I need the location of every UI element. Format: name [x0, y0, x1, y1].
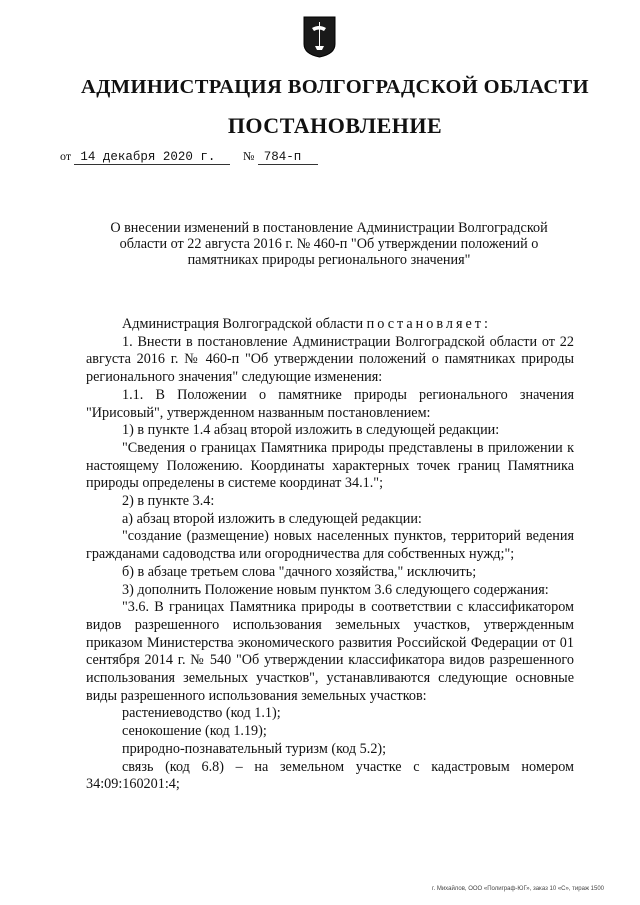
- date-label: от: [60, 149, 72, 163]
- coat-of-arms-icon: [303, 16, 336, 58]
- paragraph: а) абзац второй изложить в следующей редакции:: [122, 510, 422, 527]
- paragraph: б) в абзаце третьем слова "дачного хозяйства," исключить;: [122, 563, 477, 580]
- paragraph: 1) в пункте 1.4 абзац второй изложить в следующей редакции:: [122, 422, 500, 439]
- paragraph: "Сведения о границах Памятника природы представлены в приложении к настоящему Положению. Координаты характерных точек границ Памятника природы определены в системе координат 34.1.";: [86, 439, 574, 492]
- preamble-verb: постановляет:: [366, 316, 491, 332]
- document-number: [243, 148, 318, 165]
- document-body: [86, 316, 574, 794]
- document-subject: О внесении изменений в постановление Администрации Волгоградской области от 22 августа 2016 г. № 460-п "Об утверждении положений о памятниках природы регионального значения": [110, 220, 548, 268]
- paragraph: связь (код 6.8) – на земельном участке с кадастровым номером 34:09:160201:4;: [86, 758, 574, 793]
- paragraph: 3) дополнить Положение новым пунктом 3.6 следующего содержания:: [122, 581, 549, 598]
- document-type: ПОСТАНОВЛЕНИЕ: [227, 113, 443, 138]
- number-label: №: [243, 149, 255, 163]
- paragraph: 1.1. В Положении о памятнике природы регионального значения "Ирисовый", утвержденном названным постановлением:: [86, 386, 574, 421]
- paragraph: "3.6. В границах Памятника природы в соответствии с классификатором видов разрешенного использования земельных участков, утвержденным приказом Министерства экономического развития Российской Федерации от 01 сентября 2014 г. № 540 "Об утверждении классификатора видов разрешенного использования земельных участков", устанавливаются следующие основные виды разрешенного использования земельных участков:: [86, 599, 574, 704]
- paragraph: 2) в пункте 3.4:: [122, 493, 215, 510]
- paragraph: "создание (размещение) новых населенных пунктов, территорий ведения гражданами садоводства или огородничества для собственных нужд;";: [86, 528, 574, 563]
- list-item: природно-познавательный туризм (код 5.2);: [122, 740, 387, 757]
- printer-note: г. Михайлов, ООО «Полиграф-ЮГ», заказ 10 «С», тираж 1500: [432, 886, 604, 892]
- preamble: [86, 316, 574, 334]
- number-value: 784-п: [258, 150, 318, 165]
- preamble-text: Администрация Волгоградской области: [122, 316, 364, 332]
- list-item: растениеводство (код 1.1);: [122, 705, 281, 722]
- organization-name: АДМИНИСТРАЦИЯ ВОЛГОГРАДСКОЙ ОБЛАСТИ: [81, 76, 589, 98]
- date-value: 14 декабря 2020 г.: [74, 150, 230, 165]
- list-item: сенокошение (код 1.19);: [122, 723, 267, 740]
- document-date: [60, 148, 230, 165]
- paragraph: 1. Внести в постановление Администрации Волгоградской области от 22 августа 2016 г. № 460-п "Об утверждении положений о памятниках природы регионального значения" следующие изменения:: [86, 333, 574, 386]
